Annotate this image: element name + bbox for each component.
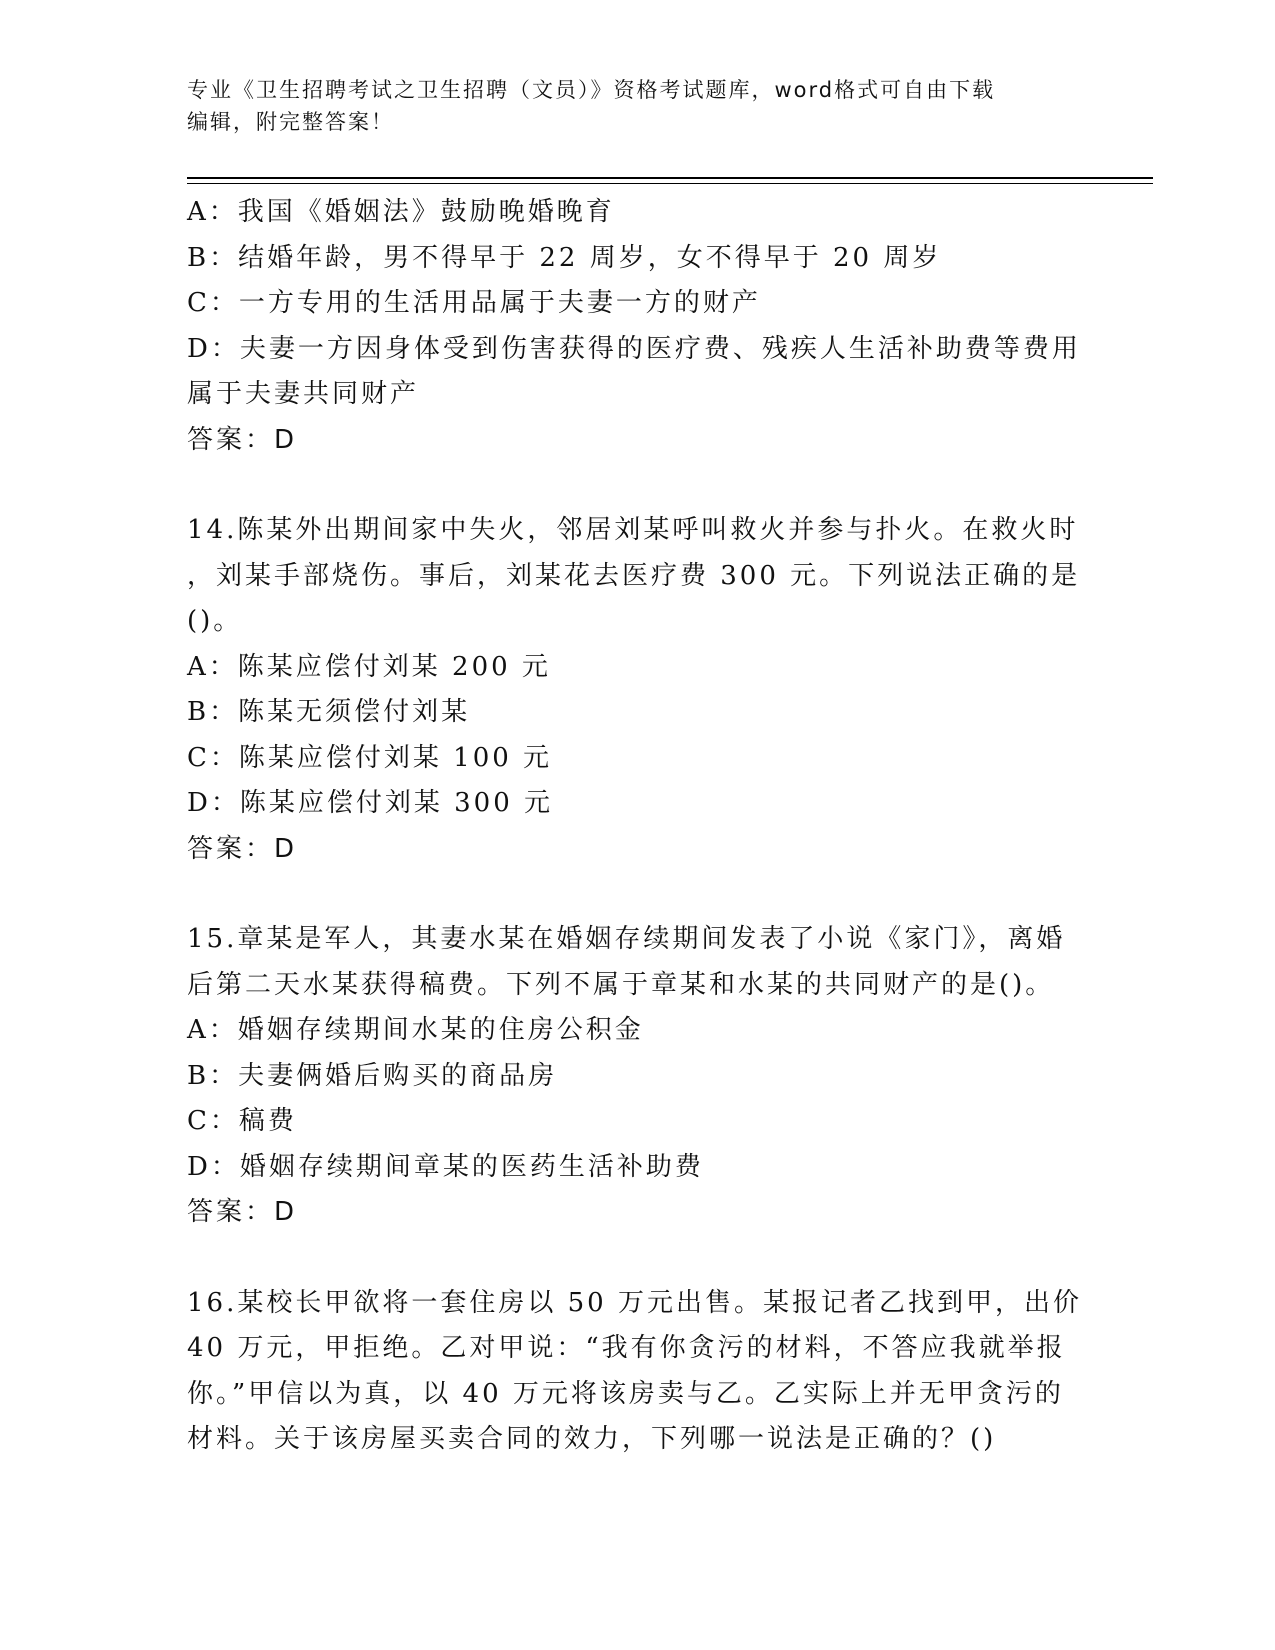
header-line-2: 编辑，附完整答案！ — [187, 110, 394, 134]
option-c: C：陈某应偿付刘某 100 元 — [187, 742, 553, 773]
answer: 答案：D — [187, 424, 298, 455]
option-d: D：夫妻一方因身体受到伤害获得的医疗费、残疾人生活补助费等费用 — [187, 333, 1081, 364]
spacer — [187, 1236, 1087, 1281]
header-line-1: 专业《卫生招聘考试之卫生招聘（文员）》资格考试题库，word格式可自由下载 — [187, 78, 996, 102]
option-a: A：婚姻存续期间水某的住房公积金 — [187, 1015, 644, 1045]
option-d: D：婚姻存续期间章某的医药生活补助费 — [187, 1151, 704, 1182]
option-a: A：陈某应偿付刘某 200 元 — [187, 651, 551, 682]
question-stem-line: 40 万元，甲拒绝。乙对甲说：“我有你贪污的材料，不答应我就举报 — [187, 1333, 1066, 1363]
question-15 — [187, 917, 1087, 1236]
question-stem-line: 16.某校长甲欲将一套住房以 50 万元出售。某报记者乙找到甲，出价 — [187, 1287, 1082, 1318]
option-c: C：一方专用的生活用品属于夫妻一方的财产 — [187, 288, 761, 318]
header-divider-thick — [187, 177, 1153, 179]
question-stem-line: 你。”甲信以为真，以 40 万元将该房卖与乙。乙实际上并无甲贪污的 — [187, 1378, 1064, 1409]
question-14 — [187, 508, 1087, 872]
question-stem-line: 14.陈某外出期间家中失火，邻居刘某呼叫救火并参与扑火。在救火时 — [187, 515, 1079, 545]
question-stem-line: ()。 — [187, 606, 243, 636]
spacer — [187, 463, 1087, 508]
question-stem-line: 15.章某是军人，其妻水某在婚姻存续期间发表了小说《家门》，离婚 — [187, 924, 1066, 954]
option-b: B：夫妻俩婚后购买的商品房 — [187, 1060, 558, 1091]
answer: 答案：D — [187, 1197, 298, 1227]
option-d-continued: 属于夫妻共同财产 — [187, 379, 420, 409]
option-b: B：结婚年龄，男不得早于 22 周岁，女不得早于 20 周岁 — [187, 242, 942, 273]
question-stem-line: ，刘某手部烧伤。事后，刘某花去医疗费 300 元。下列说法正确的是 — [187, 560, 1081, 591]
option-b: B：陈某无须偿付刘某 — [187, 697, 471, 727]
question-stem-line: 后第二天水某获得稿费。下列不属于章某和水某的共同财产的是()。 — [187, 969, 1055, 1000]
option-d: D：陈某应偿付刘某 300 元 — [187, 788, 554, 818]
option-a: A：我国《婚姻法》鼓励晚婚晚育 — [187, 197, 615, 227]
page-header — [187, 74, 1087, 138]
header-divider-thin — [187, 183, 1153, 184]
document-body — [187, 190, 1087, 1463]
question-13 — [187, 190, 1087, 463]
question-stem-line: 材料。关于该房屋买卖合同的效力，下列哪一说法是正确的？() — [187, 1424, 997, 1454]
option-c: C：稿费 — [187, 1106, 297, 1136]
answer: 答案：D — [187, 833, 298, 864]
question-16 — [187, 1281, 1087, 1463]
spacer — [187, 872, 1087, 917]
